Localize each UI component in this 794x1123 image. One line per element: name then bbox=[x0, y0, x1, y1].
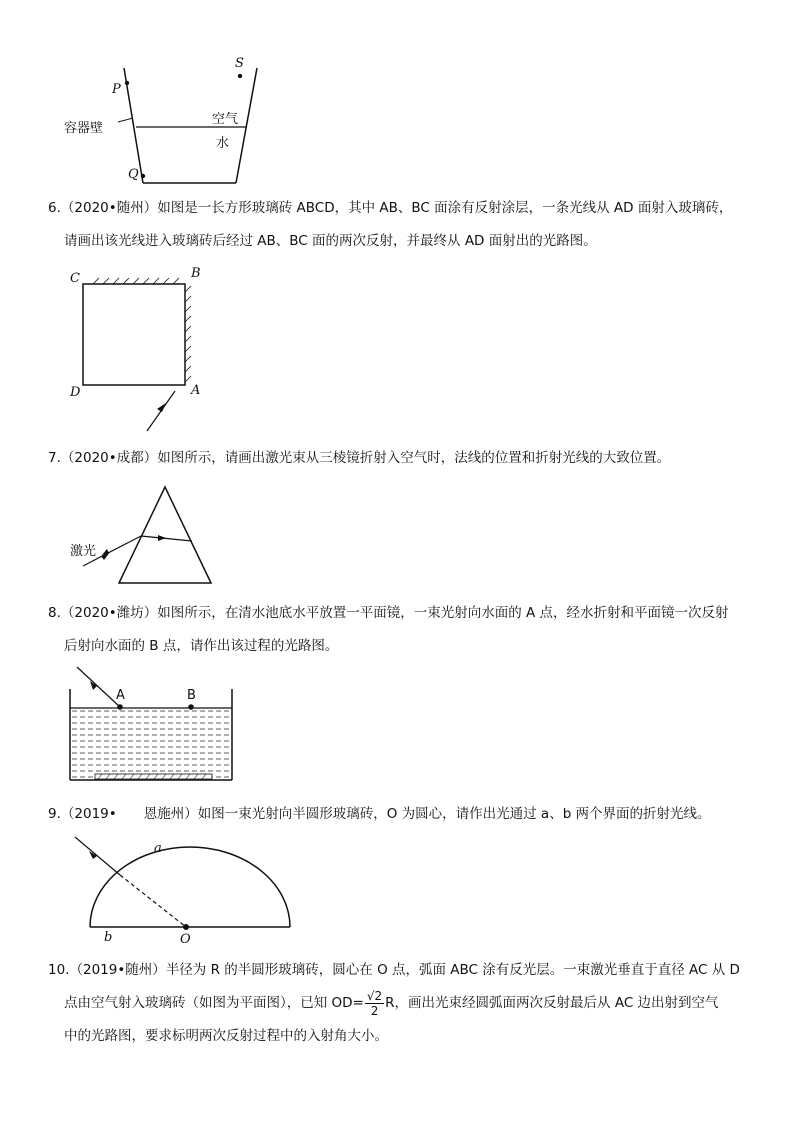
question-text-line2b: R，画出光束经圆弧面两次反射最后从 AC 边出射到空气 bbox=[385, 995, 719, 1011]
label-s: S bbox=[235, 56, 244, 71]
question-source: （2020•成都） bbox=[60, 450, 158, 466]
semicircle-figure bbox=[0, 0, 794, 200]
question-text-line2: 后射向水面的 B 点，请作出该过程的光路图。 bbox=[64, 638, 339, 654]
label-water: 水 bbox=[216, 136, 230, 151]
question-number: 6. bbox=[48, 200, 61, 216]
question-text: 如图所示，在清水池底水平放置一平面镜，一束光射向水面的 A 点，经水折射和平面镜一次反射 bbox=[157, 605, 729, 621]
question-number: 8. bbox=[48, 605, 61, 621]
label-c: C bbox=[70, 271, 80, 286]
label-p: P bbox=[112, 82, 121, 97]
label-a: A bbox=[116, 688, 125, 703]
question-number: 7. bbox=[48, 450, 61, 466]
question-number: 9. bbox=[48, 806, 61, 822]
question-source: （2019• 恩施州） bbox=[60, 806, 198, 822]
question-text-line2: 请画出该光线进入玻璃砖后经过 AB、BC 面的两次反射，并最终从 AD 面射出的光路图。 bbox=[64, 233, 597, 249]
label-a: A bbox=[191, 383, 201, 398]
fraction-denominator: 2 bbox=[370, 1003, 379, 1018]
question-source: （2019•随州） bbox=[69, 962, 166, 978]
question-text-line2a: 点由空气射入玻璃砖（如图为平面图），已知 OD= bbox=[64, 995, 364, 1011]
question-text: 如图是一长方形玻璃砖 ABCD，其中 AB、BC 面涂有反射涂层，一条光线从 AD 面射入玻璃砖， bbox=[157, 200, 733, 216]
question-source: （2020•随州） bbox=[60, 200, 158, 216]
question-8 bbox=[48, 597, 758, 663]
question-text: 如图一束光射向半圆形玻璃砖，O 为圆心，请作出光通过 a、b 两个界面的折射光线。 bbox=[197, 806, 711, 822]
question-7 bbox=[48, 442, 758, 475]
question-text: 半径为 R 的半圆形玻璃砖，圆心在 O 点，弧面 ABC 涂有反光层。一束激光垂直于直径 AC 从 D bbox=[165, 962, 740, 978]
label-o: O bbox=[180, 932, 191, 947]
label-b: B bbox=[191, 266, 201, 281]
fraction bbox=[365, 989, 384, 1018]
question-9 bbox=[48, 798, 758, 831]
label-laser: 激光 bbox=[70, 544, 97, 559]
label-container-wall: 容器壁 bbox=[64, 121, 104, 136]
question-10 bbox=[48, 954, 758, 1053]
label-d: D bbox=[70, 385, 81, 400]
question-text-line3: 中的光路图，要求标明两次反射过程中的入射角大小。 bbox=[64, 1028, 388, 1044]
question-6 bbox=[48, 192, 758, 258]
label-a-interface: a bbox=[154, 841, 162, 856]
point-o bbox=[183, 924, 189, 930]
label-b: B bbox=[187, 688, 196, 703]
point-a bbox=[117, 704, 123, 710]
label-q: Q bbox=[128, 167, 139, 182]
question-source: （2020•潍坊） bbox=[60, 605, 158, 621]
label-air: 空气 bbox=[212, 112, 239, 127]
fraction-numerator: √2 bbox=[366, 988, 383, 1003]
question-number: 10. bbox=[48, 962, 70, 978]
label-b-interface: b bbox=[104, 930, 113, 945]
question-text: 如图所示，请画出激光束从三棱镜折射入空气时，法线的位置和折射光线的大致位置。 bbox=[157, 450, 671, 466]
point-b bbox=[188, 704, 194, 710]
